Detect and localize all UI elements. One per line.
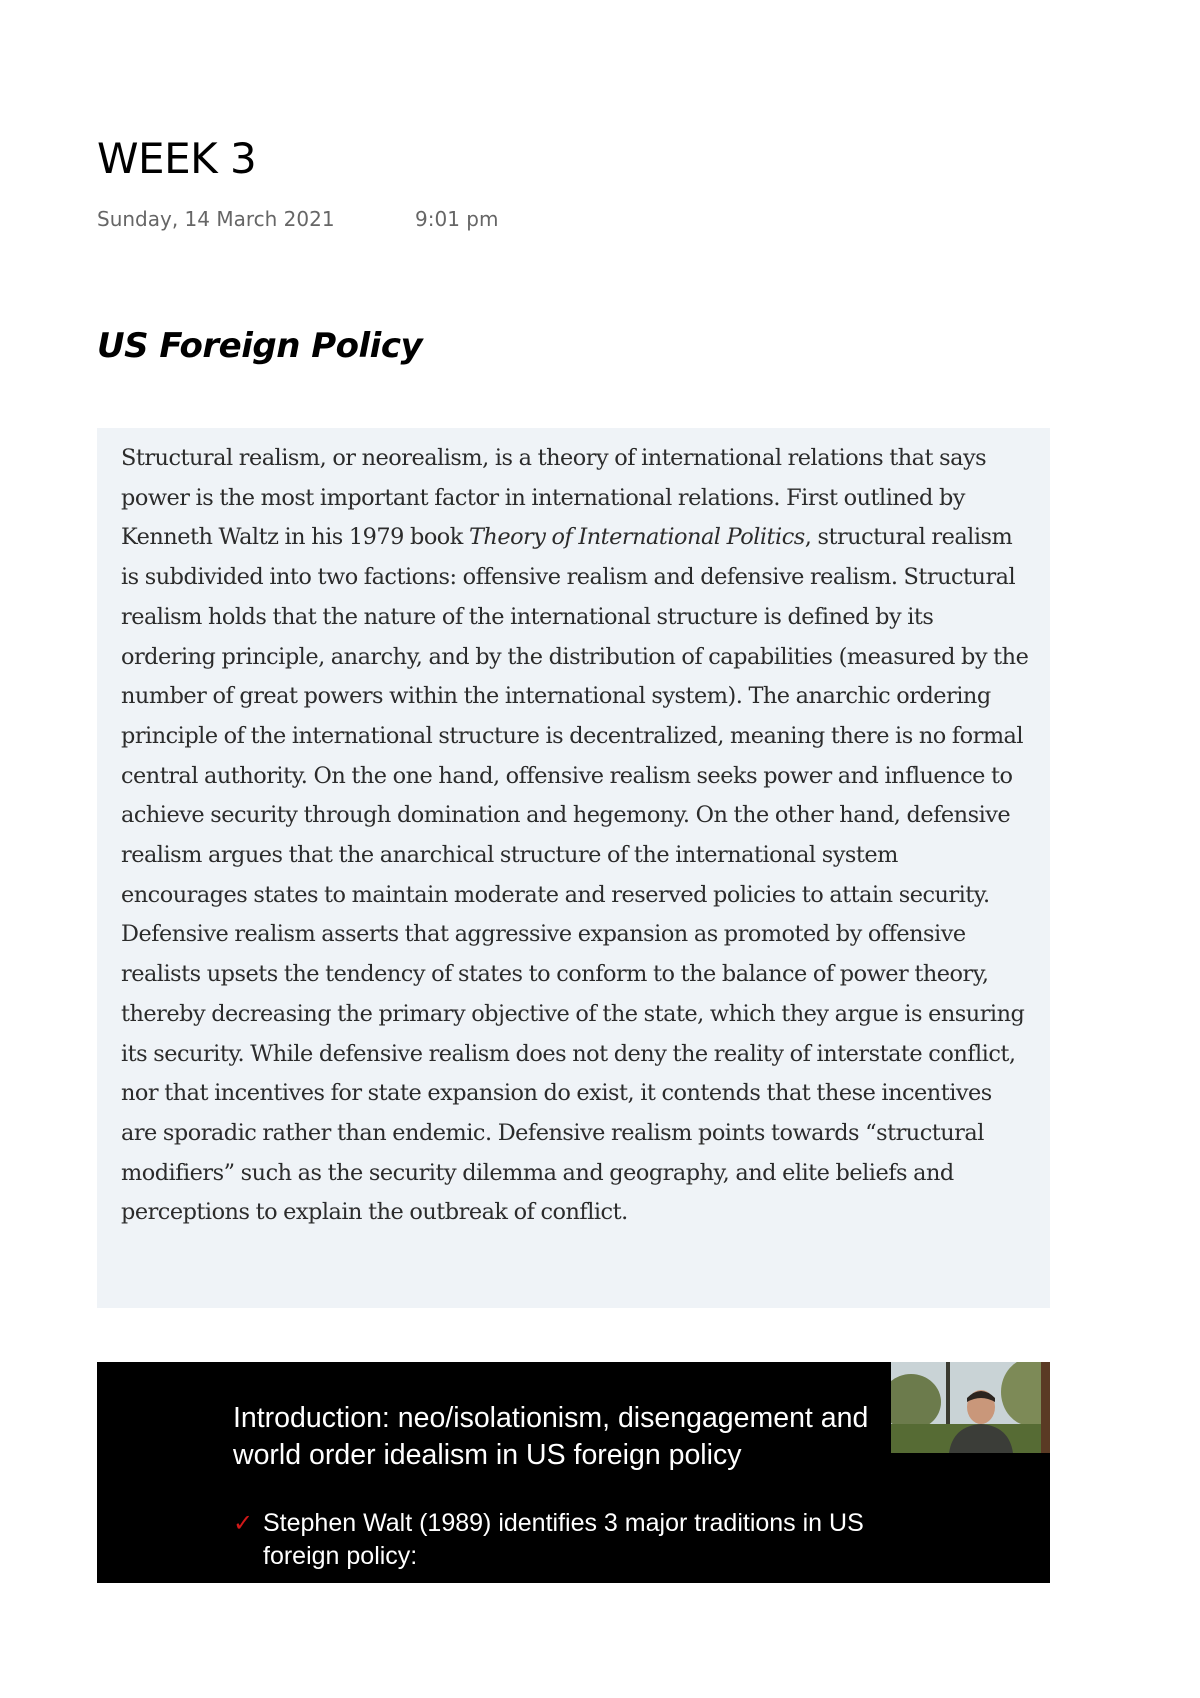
section-heading: US Foreign Policy [97, 326, 423, 366]
page-date: Sunday, 14 March 2021 [97, 207, 335, 231]
quote-block [97, 428, 1050, 1308]
slide-bullet [233, 1507, 933, 1573]
webcam-person-image [891, 1362, 1050, 1453]
quote-paragraph [121, 439, 1030, 1233]
checkmark-icon: ✓ [233, 1510, 254, 1537]
quote-text-start: Structural realism, or neorealism, is a theory of international relations that says power is the most important factor in international relations. First outlined by Kenneth Waltz in his 1979 book [121, 445, 987, 551]
slide-title: Introduction: neo/isolationism, disengagement and world order idealism in US foreign policy [233, 1402, 869, 1471]
lecture-slide-image [97, 1362, 1050, 1583]
page-metadata [97, 207, 499, 231]
quote-text-end: , structural realism is subdivided into two factions: offensive realism and defensive realism. Structural realism holds that the nature of the international structure is defined by its ordering principle, anarchy, and by the distribution of capabilities (measured by the number of great powers within the international system). The anarchic ordering principle of the international structure is decentralized, meaning there is no formal central authority. On the one hand, offensive realism seeks power and influence to achieve security through domination and hegemony. On the other hand, defensive realism argues that the anarchical structure of the international system encourages states to maintain moderate and reserved policies to attain security. Defensive realism asserts that aggressive expansion as promoted by offensive realists upsets the tendency of states to conform to the balance of power theory, thereby decreasing the primary objective of the state, which they argue is ensuring its security. While defensive realism does not deny the reality of interstate conflict, nor that incentives for state expansion do exist, it contends that these incentives are sporadic rather than endemic. Defensive realism points towards “structural modifiers” such as the security dilemma and geography, and elite beliefs and perceptions to explain the outbreak of conflict. [121, 524, 1029, 1226]
page-time: 9:01 pm [415, 207, 499, 231]
slide-bullet-text: Stephen Walt (1989) identifies 3 major traditions in US foreign policy: [263, 1509, 864, 1570]
webcam-thumbnail [891, 1362, 1050, 1453]
book-title: Theory of International Politics [468, 524, 805, 551]
page-title: WEEK 3 [97, 134, 257, 183]
